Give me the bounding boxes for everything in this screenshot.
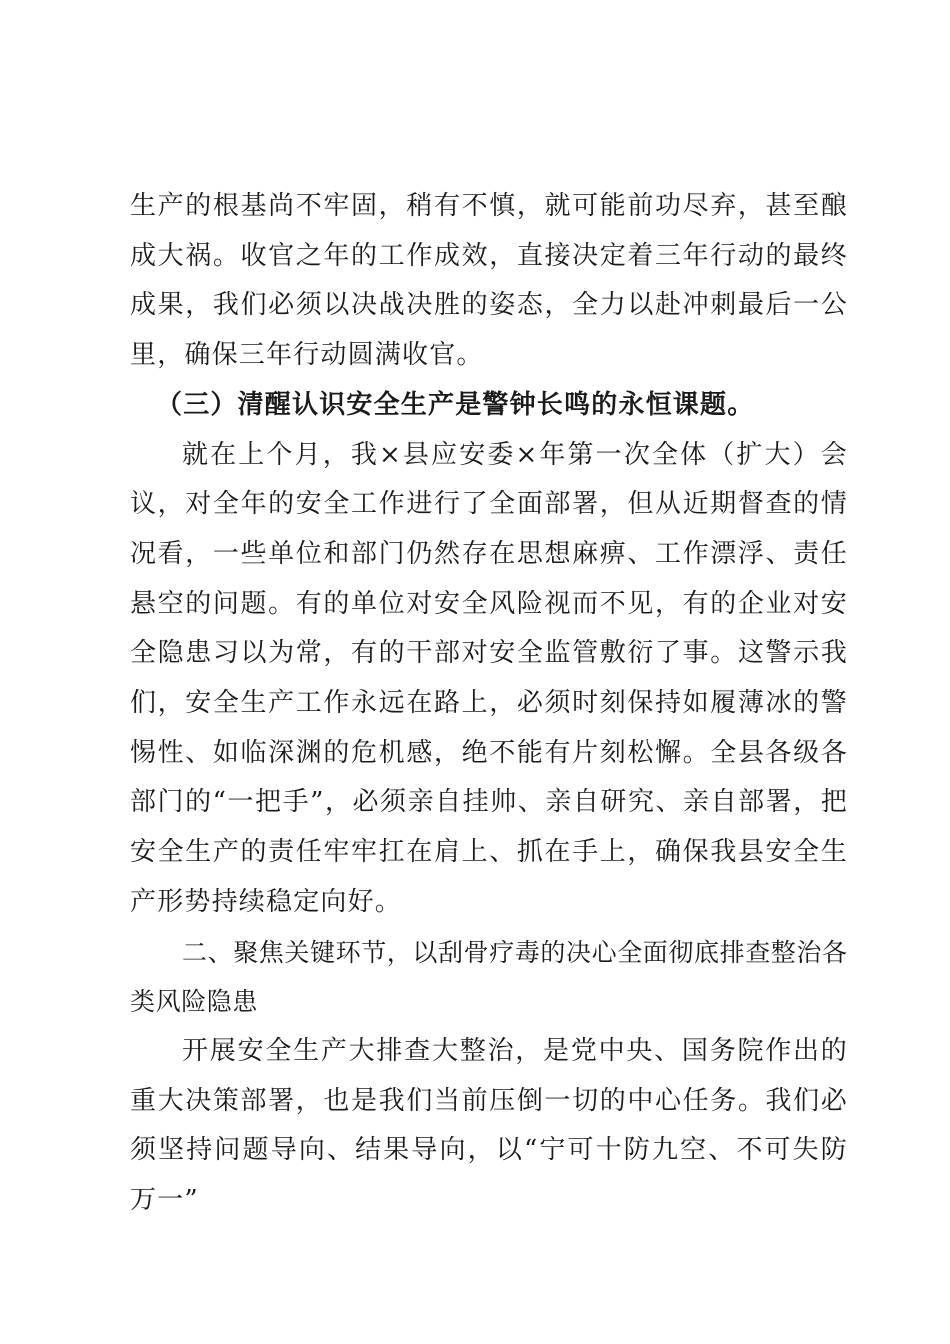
- paragraph-investigation: 开展安全生产大排查大整治，是党中央、国务院作出的重大决策部署，也是我们当前压倒一切的中心任务。我们必须坚持问题导向、结果导向，以“宁可十防九空、不可失防万一”: [130, 1035, 848, 1216]
- paragraph-continuation: 生产的根基尚不牢固，稍有不慎，就可能前功尽弃，甚至酿成大祸。收官之年的工作成效，直接决定着三年行动的最终成果，我们必须以决战决胜的姿态，全力以赴冲刺最后一公里，确保三年行动圆满收官。: [130, 191, 848, 371]
- section-heading-two: 二、聚焦关键环节，以刮骨疗毒的决心全面彻底排查整治各类风险隐患: [130, 937, 848, 1017]
- subheading-three: （三）清醒认识安全生产是警钟长鸣的永恒课题。: [156, 389, 755, 420]
- paragraph-warning: 就在上个月，我×县应安委×年第一次全体（扩大）会议，对全年的安全工作进行了全面部署，但从近期督查的情况看，一些单位和部门仍然存在思想麻痹、工作漂浮、责任悬空的问题。有的单位对安全风险视而不见，有的企业对安全隐患习以为常，有的干部对安全监管敷衍了事。这警示我们，安全生产工作永远在路上，必须时刻保持如履薄冰的警惕性、如临深渊的危机感，绝不能有片刻松懈。全县各级各部门的“一把手”，必须亲自挂帅、亲自研究、亲自部署，把安全生产的责任牢牢扛在肩上、抓在手上，确保我县安全生产形势持续稳定向好。: [130, 439, 848, 917]
- document-body: [130, 182, 848, 1226]
